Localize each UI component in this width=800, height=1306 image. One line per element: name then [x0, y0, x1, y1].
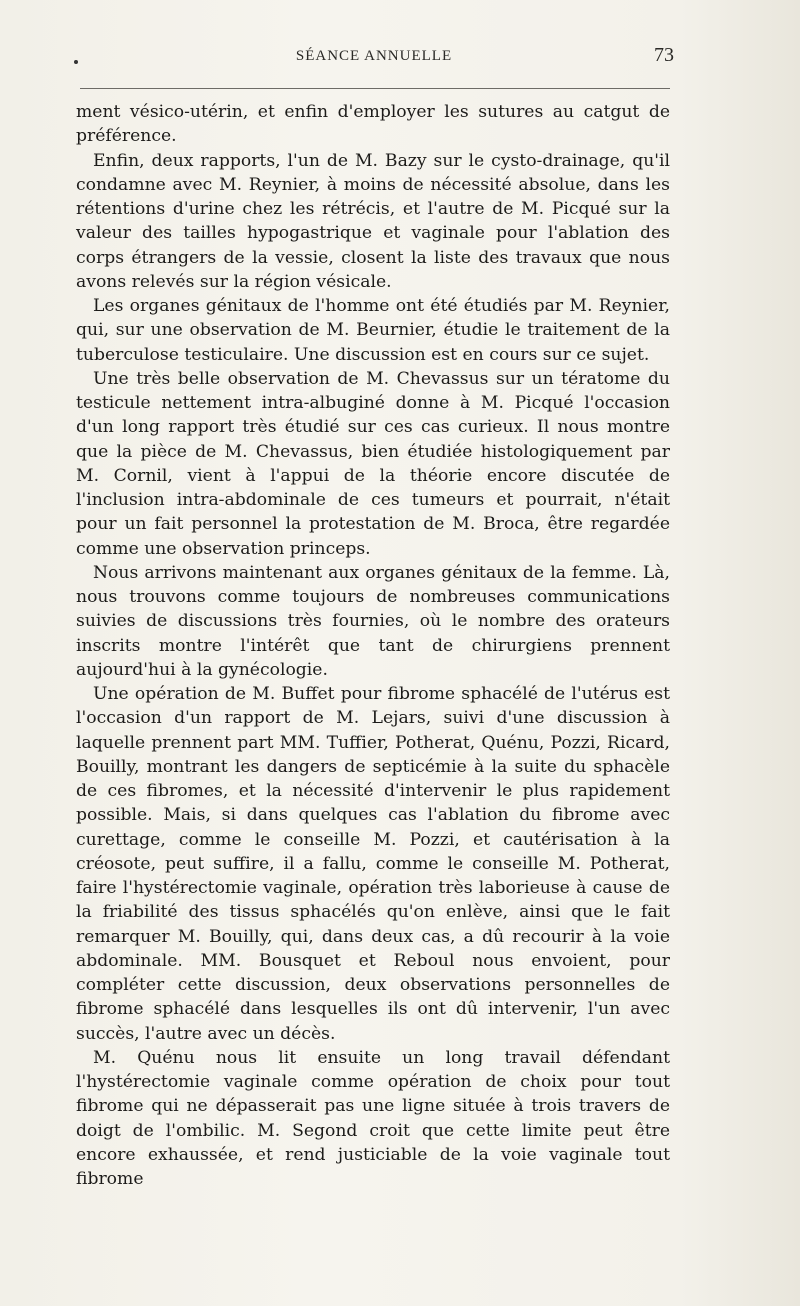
- header-rule: [80, 88, 670, 89]
- paragraph-2-bladder-reports: Enfin, deux rapports, l'un de M. Bazy sur le cysto-drainage, qu'il condamne avec M. Reynier, à moins de nécessité absolue, dans les rétentions d'urine chez les rétrécis, et l'autre de M. Picqué sur la valeur des tailles hypogastrique et vaginale pour l'ablation des corps étrangers de la vessie, closent la liste des travaux que nous avons relevés sur la région vésicale.: [76, 150, 670, 292]
- paragraph-4-teratoma: Une très belle observation de M. Chevassus sur un tératome du testicule nettement intra-albuginé donne à M. Picqué l'occasion d'un long rapport très étudié sur ces cas curieux. Il nous montre que la pièce de M. Chevassus, bien étudiée histologiquement par M. Cornil, vient à l'appui de la théorie encore discutée de l'inclusion intra-abdominale de ces tumeurs et pourrait, n'était pour un fait personnel la protestation de M. Broca, être regardée comme une observation princeps.: [76, 368, 670, 559]
- paragraph-3-male-genitals: Les organes génitaux de l'homme ont été étudiés par M. Reynier, qui, sur une observation de M. Beurnier, étudie le traitement de la tuberculose testiculaire. Une discussion est en cours sur ce sujet.: [76, 296, 670, 365]
- paragraph-5-female-genitals: Nous arrivons maintenant aux organes génitaux de la femme. Là, nous trouvons comme toujours de nombreuses communications suivies de discussions très fournies, où le nombre des orateurs inscrits montre l'intérêt que tant de chirurgiens prennent aujourd'hui à la gynécologie.: [76, 562, 670, 680]
- paragraph-7-vaginal-hysterectomy: M. Quénu nous lit ensuite un long travail défendant l'hystérectomie vaginale comme opération de choix pour tout fibrome qui ne dépasserait pas une ligne située à trois travers de doigt de l'ombilic. M. Segond croit que cette limite peut être encore exhaussée, et rend justiciable de la voie vaginale tout fibrome: [76, 1047, 670, 1189]
- running-title: SÉANCE ANNUELLE: [295, 48, 453, 64]
- page-number: 73: [654, 44, 674, 66]
- paragraph-1-continuation: ment vésico-utérin, et enfin d'employer les sutures au catgut de préférence.: [76, 102, 670, 147]
- running-head: [74, 44, 674, 72]
- body-text: [76, 100, 670, 1191]
- paragraph-6-sphacelated-fibroma: Une opération de M. Buffet pour fibrome sphacélé de l'utérus est l'occasion d'un rapport de M. Lejars, suivi d'une discussion à laquelle prennent part MM. Tuffier, Potherat, Quénu, Pozzi, Ricard, Bouilly, montrant les dangers de septicémie à la suite du sphacèle de ces fibromes, et la nécessité d'intervenir le plus rapidement possible. Mais, si dans quelques cas l'ablation du fibrome avec curettage, comme le conseille M. Pozzi, et cautérisation à la créosote, peut suffire, il a fallu, comme le conseille M. Potherat, faire l'hystérectomie vaginale, opération très laborieuse à cause de la friabilité des tissus sphacélés qu'on enlève, ainsi que le fait remarquer M. Bouilly, qui, dans deux cas, a dû recourir à la voie abdominale. MM. Bousquet et Reboul nous envoient, pour compléter cette discussion, deux observations personnelles de fibrome sphacélé dans lesquelles ils ont dû intervenir, l'un avec succès, l'autre avec un décès.: [76, 684, 670, 1044]
